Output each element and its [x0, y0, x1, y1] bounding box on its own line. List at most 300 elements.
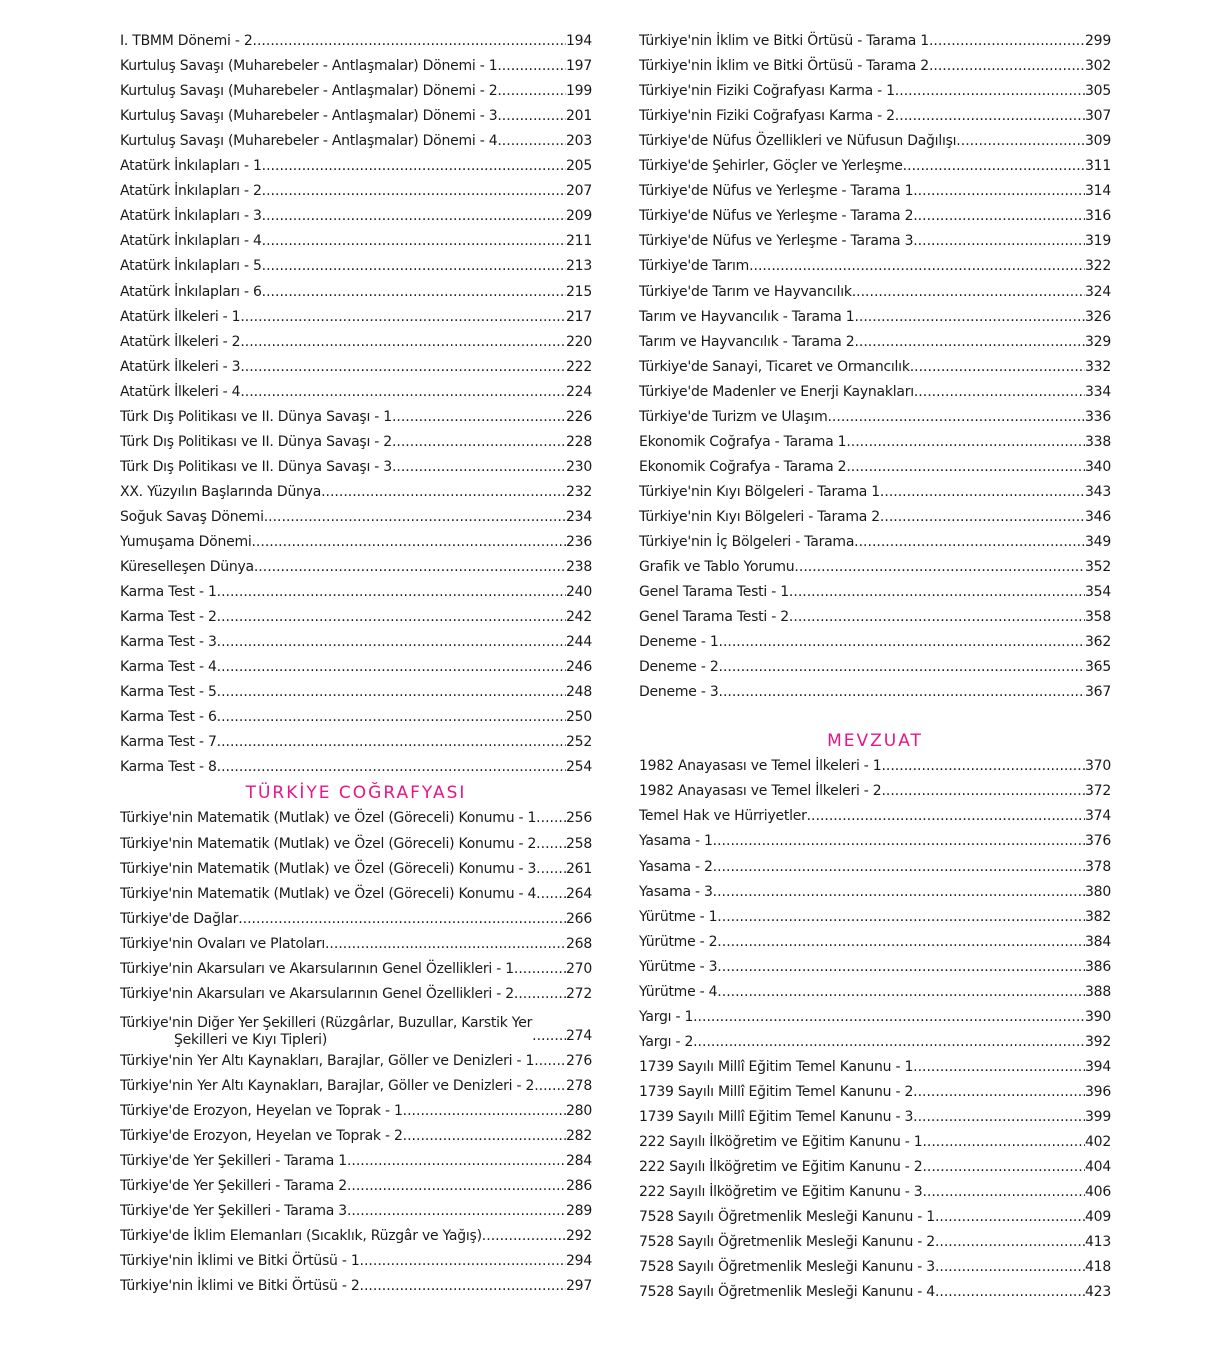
toc-entry-title: Türkiye'de Turizm ve Ulaşım: [639, 408, 828, 425]
toc-entry-title: Ekonomik Coğrafya - Tarama 1: [639, 433, 847, 450]
toc-entry-title-line1: Türkiye'nin Diğer Yer Şekilleri (Rüzgârlar, Buzullar, Karstik Yer: [120, 1014, 533, 1031]
toc-entry: [639, 530, 1111, 555]
toc-entry-page: 352: [1085, 559, 1111, 576]
toc-entry-title: 1739 Sayılı Millî Eğitim Temel Kanunu - 2: [639, 1083, 914, 1100]
dot-leader: [717, 980, 1085, 1005]
toc-entry-page: 378: [1085, 858, 1111, 875]
toc-entry-page: 224: [566, 383, 592, 400]
toc-entry: [120, 79, 592, 104]
toc-entry-page: 319: [1085, 233, 1111, 250]
toc-entry-title: Atatürk İnkılapları - 5: [120, 258, 262, 275]
toc-entry: [639, 930, 1111, 955]
toc-entry: [120, 480, 592, 505]
toc-entry-title: XX. Yüzyılın Başlarında Dünya: [120, 483, 322, 500]
toc-entry: [639, 804, 1111, 829]
toc-entry: [639, 605, 1111, 630]
toc-entry: [639, 905, 1111, 930]
dot-leader: [497, 54, 566, 79]
toc-entry-page: 367: [1085, 684, 1111, 701]
toc-entry-title: Deneme - 1: [639, 634, 719, 651]
dot-leader: [262, 154, 566, 179]
toc-entry-title: Türkiye'de Tarım ve Hayvancılık: [639, 283, 852, 300]
toc-entry-page: 238: [566, 559, 592, 576]
toc-entry-title: Yargı - 1: [639, 1008, 694, 1025]
toc-entry-page: 332: [1085, 358, 1111, 375]
dot-leader: [913, 229, 1085, 254]
toc-entry-title: Türkiye'nin Fiziki Coğrafyası Karma - 1: [639, 83, 895, 100]
toc-entry-page: 418: [1085, 1259, 1111, 1276]
dot-leader: [794, 555, 1085, 580]
toc-entry: [120, 279, 592, 304]
toc-entry: [639, 279, 1111, 304]
toc-entry-title: Küreselleşen Dünya: [120, 559, 254, 576]
toc-entry-title: Deneme - 2: [639, 659, 719, 676]
toc-entry-title: Karma Test - 5: [120, 684, 217, 701]
dot-leader: [846, 455, 1085, 480]
toc-entry-page: 329: [1085, 333, 1111, 350]
toc-entry: [639, 1005, 1111, 1030]
dot-leader: [482, 1224, 566, 1249]
dot-leader: [262, 229, 566, 254]
toc-entry-title: Türkiye'de Madenler ve Enerji Kaynakları: [639, 383, 914, 400]
dot-leader: [347, 1199, 566, 1224]
toc-entry-title: I. TBMM Dönemi - 2: [120, 33, 253, 50]
toc-entry-page: 276: [566, 1052, 592, 1069]
toc-entry-title: [120, 1015, 532, 1049]
toc-entry: [120, 580, 592, 605]
toc-entry-page: 222: [566, 358, 592, 375]
toc-entry: [639, 405, 1111, 430]
toc-entry-title: 222 Sayılı İlköğretim ve Eğitim Kanunu - 3: [639, 1184, 923, 1201]
toc-entry-title: 1982 Anayasası ve Temel İlkeleri - 1: [639, 758, 882, 775]
toc-entry-title: Yürütme - 1: [639, 908, 718, 925]
toc-entry-page: 242: [566, 609, 592, 626]
toc-entry-page: 382: [1085, 908, 1111, 925]
toc-entry-page: 207: [566, 183, 592, 200]
toc-entry: [120, 129, 592, 154]
dot-leader: [854, 305, 1085, 330]
toc-entry-page: 322: [1085, 258, 1111, 275]
dot-leader: [217, 705, 566, 730]
toc-entry-title: Kurtuluş Savaşı (Muharebeler - Antlaşmalar) Dönemi - 4: [120, 133, 498, 150]
toc-entry-page: 250: [566, 709, 592, 726]
toc-entry: [120, 907, 592, 932]
dot-leader: [325, 932, 566, 957]
toc-entry: [639, 254, 1111, 279]
dot-leader: [321, 480, 566, 505]
toc-entry-page: 256: [566, 810, 592, 827]
toc-entry: [639, 1255, 1111, 1280]
dot-leader: [262, 254, 566, 279]
dot-leader: [922, 1130, 1085, 1155]
toc-entry-title: 1982 Anayasası ve Temel İlkeleri - 2: [639, 783, 882, 800]
toc-entry-page: 346: [1085, 508, 1111, 525]
toc-entry: [120, 254, 592, 279]
toc-entry-title: Türkiye'de Şehirler, Göçler ve Yerleşme: [639, 158, 903, 175]
toc-entry-page: 266: [566, 910, 592, 927]
toc-entry-title: Türkiye'nin Yer Altı Kaynakları, Barajlar, Göller ve Denizleri - 2: [120, 1077, 535, 1094]
toc-entry: [639, 229, 1111, 254]
toc-entry: [639, 455, 1111, 480]
toc-entry: [639, 955, 1111, 980]
toc-entry: [639, 129, 1111, 154]
dot-leader: [238, 907, 566, 932]
toc-entry-page: 278: [566, 1077, 592, 1094]
toc-entry-page: 307: [1085, 108, 1111, 125]
toc-left-column: [120, 29, 592, 1299]
toc-entry-title: Tarım ve Hayvancılık - Tarama 1: [639, 308, 855, 325]
toc-entry-title: Karma Test - 3: [120, 634, 217, 651]
toc-entry-title: Türkiye'nin İklim ve Bitki Örtüsü - Tarama 1: [639, 33, 929, 50]
toc-entry-title: Atatürk İnkılapları - 6: [120, 283, 262, 300]
toc-entry: [639, 355, 1111, 380]
toc-entry: [120, 1249, 592, 1274]
toc-entry-title: Yürütme - 4: [639, 983, 718, 1000]
toc-entry-title: Yumuşama Dönemi: [120, 533, 252, 550]
dot-leader: [217, 655, 566, 680]
toc-entry-title: Türkiye'de Erozyon, Heyelan ve Toprak - 2: [120, 1127, 403, 1144]
toc-entry-page: 388: [1085, 983, 1111, 1000]
dot-leader: [360, 1274, 566, 1299]
dot-leader: [403, 1124, 566, 1149]
toc-entry: [639, 1155, 1111, 1180]
toc-entry: [639, 104, 1111, 129]
toc-entry-page: 338: [1085, 433, 1111, 450]
toc-entry-title: Türkiye'de Nüfus ve Yerleşme - Tarama 3: [639, 233, 914, 250]
toc-entry-title: Kurtuluş Savaşı (Muharebeler - Antlaşmalar) Dönemi - 3: [120, 108, 498, 125]
toc-entry-title: Türkiye'nin Akarsuları ve Akarsularının Genel Özellikleri - 2: [120, 985, 514, 1002]
toc-entry: [120, 1199, 592, 1224]
toc-entry-title: Türkiye'nin İklim ve Bitki Örtüsü - Tarama 2: [639, 58, 929, 75]
toc-entry: [120, 179, 592, 204]
dot-leader: [534, 1049, 566, 1074]
toc-entry-title: Türkiye'de Yer Şekilleri - Tarama 2: [120, 1178, 347, 1195]
dot-leader: [929, 54, 1085, 79]
toc-entry-title: Türkiye'nin Kıyı Bölgeleri - Tarama 1: [639, 483, 880, 500]
toc-entry-title: Karma Test - 6: [120, 709, 217, 726]
toc-entry-page: 396: [1085, 1083, 1111, 1100]
toc-entry-title: Türkiye'de Erozyon, Heyelan ve Toprak - 1: [120, 1102, 403, 1119]
toc-entry-title: Kurtuluş Savaşı (Muharebeler - Antlaşmalar) Dönemi - 2: [120, 83, 498, 100]
dot-leader: [217, 730, 566, 755]
dot-leader: [880, 480, 1085, 505]
toc-entry-title: Türkiye'de Nüfus ve Yerleşme - Tarama 2: [639, 208, 914, 225]
toc-entry: [120, 505, 592, 530]
toc-entry-title: Türkiye'de Nüfus ve Yerleşme - Tarama 1: [639, 183, 914, 200]
toc-entry-title: Karma Test - 2: [120, 609, 217, 626]
toc-entry-title: Türkiye'nin Matematik (Mutlak) ve Özel (Göreceli) Konumu - 2: [120, 835, 537, 852]
toc-entry: [639, 1280, 1111, 1305]
toc-entry-title: Genel Tarama Testi - 2: [639, 609, 789, 626]
toc-entry-page: 220: [566, 333, 592, 350]
dot-leader: [827, 405, 1085, 430]
toc-entry-page: 386: [1085, 958, 1111, 975]
toc-entry-page: 326: [1085, 308, 1111, 325]
toc-entry: [120, 1124, 592, 1149]
toc-entry-title: Atatürk İnkılapları - 4: [120, 233, 262, 250]
toc-entry-title: Deneme - 3: [639, 684, 719, 701]
toc-entry-page: 282: [566, 1127, 592, 1144]
toc-entry: [120, 1224, 592, 1249]
toc-entry: [639, 305, 1111, 330]
dot-leader: [713, 855, 1085, 880]
toc-entry-title: Türk Dış Politikası ve II. Dünya Savaşı - 1: [120, 408, 392, 425]
toc-entry: [120, 305, 592, 330]
toc-entry: [639, 580, 1111, 605]
dot-leader: [929, 29, 1085, 54]
toc-entry-page: 217: [566, 308, 592, 325]
toc-entry: [120, 204, 592, 229]
toc-entry-page: 423: [1085, 1284, 1111, 1301]
toc-entry: [639, 1230, 1111, 1255]
toc-entry-title: Atatürk İnkılapları - 3: [120, 208, 262, 225]
toc-entry-title: Türkiye'de İklim Elemanları (Sıcaklık, Rüzgâr ve Yağış): [120, 1228, 482, 1245]
toc-entry-page: 254: [566, 759, 592, 776]
toc-entry: [120, 605, 592, 630]
toc-entry: [639, 630, 1111, 655]
toc-entry-title: Yasama - 3: [639, 883, 713, 900]
toc-entry: [120, 630, 592, 655]
toc-entry: [120, 932, 592, 957]
toc-entry-title: Türk Dış Politikası ve II. Dünya Savaşı - 2: [120, 433, 392, 450]
toc-entry-title: Atatürk İnkılapları - 1: [120, 158, 262, 175]
toc-entry-title: 7528 Sayılı Öğretmenlik Mesleği Kanunu - 2: [639, 1234, 935, 1251]
dot-leader: [895, 104, 1085, 129]
toc-entry: [639, 980, 1111, 1005]
toc-entry: [120, 982, 592, 1007]
toc-entry: [639, 380, 1111, 405]
toc-entry-title: 222 Sayılı İlköğretim ve Eğitim Kanunu - 1: [639, 1134, 923, 1151]
toc-list-history: [120, 29, 592, 780]
toc-entry: [639, 779, 1111, 804]
toc-entry: [120, 957, 592, 982]
toc-entry-page: 201: [566, 108, 592, 125]
dot-leader: [935, 1280, 1085, 1305]
toc-entry: [120, 655, 592, 680]
dot-leader: [514, 982, 566, 1007]
toc-entry-page: 272: [566, 985, 592, 1002]
toc-entry-page: 213: [566, 258, 592, 275]
toc-entry: [639, 79, 1111, 104]
toc-entry-page: 370: [1085, 758, 1111, 775]
toc-entry-page: 324: [1085, 283, 1111, 300]
toc-entry: [639, 854, 1111, 879]
toc-entry-title: Türkiye'nin Yer Altı Kaynakları, Barajlar, Göller ve Denizleri - 1: [120, 1052, 535, 1069]
toc-entry-page: 358: [1085, 609, 1111, 626]
toc-entry: [639, 154, 1111, 179]
dot-leader: [913, 1055, 1085, 1080]
dot-leader: [881, 754, 1085, 779]
dot-leader: [846, 430, 1085, 455]
toc-entry-title: Atatürk İnkılapları - 2: [120, 183, 262, 200]
toc-entry: [639, 430, 1111, 455]
toc-entry-page: 274: [566, 1027, 592, 1044]
toc-entry: [120, 1099, 592, 1124]
dot-leader: [717, 955, 1085, 980]
toc-entry-title: Türkiye'de Dağlar: [120, 910, 239, 927]
dot-leader: [719, 680, 1086, 705]
toc-entry: [120, 530, 592, 555]
toc-entry-page: 236: [566, 533, 592, 550]
toc-entry: [120, 680, 592, 705]
toc-entry-page: 215: [566, 283, 592, 300]
dot-leader: [254, 555, 566, 580]
toc-entry-page: 297: [566, 1278, 592, 1295]
toc-entry-page: 349: [1085, 533, 1111, 550]
toc-entry-page: 384: [1085, 933, 1111, 950]
toc-entry-page: 289: [566, 1203, 592, 1220]
toc-entry-page: 334: [1085, 383, 1111, 400]
dot-leader: [403, 1099, 566, 1124]
toc-entry: [120, 1049, 592, 1074]
toc-entry: [639, 330, 1111, 355]
toc-entry-page: 258: [566, 835, 592, 852]
dot-leader: [914, 380, 1085, 405]
toc-entry-page: 209: [566, 208, 592, 225]
toc-right-column: [639, 29, 1111, 1305]
toc-entry: [120, 857, 592, 882]
toc-entry-title: 7528 Sayılı Öğretmenlik Mesleği Kanunu - 4: [639, 1284, 935, 1301]
toc-entry-title: Grafik ve Tablo Yorumu: [639, 559, 795, 576]
toc-entry-page: 362: [1085, 634, 1111, 651]
toc-entry-page: 409: [1085, 1209, 1111, 1226]
dot-leader: [262, 179, 566, 204]
dot-leader: [852, 280, 1085, 305]
toc-entry: [120, 405, 592, 430]
toc-entry-page: 309: [1085, 133, 1111, 150]
dot-leader: [514, 957, 566, 982]
dot-leader: [217, 580, 566, 605]
toc-entry: [639, 1105, 1111, 1130]
toc-entry-page: 232: [566, 483, 592, 500]
toc-entry-title: Türkiye'nin İklimi ve Bitki Örtüsü - 1: [120, 1253, 360, 1270]
dot-leader: [240, 330, 566, 355]
dot-leader: [217, 680, 566, 705]
toc-entry: [120, 430, 592, 455]
dot-leader: [693, 1030, 1085, 1055]
dot-leader: [240, 380, 566, 405]
toc-entry-page: 203: [566, 133, 592, 150]
toc-entry: [120, 380, 592, 405]
toc-entry-title: Yargı - 2: [639, 1033, 694, 1050]
toc-entry: [639, 29, 1111, 54]
dot-leader: [913, 179, 1085, 204]
dot-leader: [789, 605, 1085, 630]
toc-entry: [639, 1055, 1111, 1080]
toc-entry-page: 336: [1085, 408, 1111, 425]
toc-entry: [120, 730, 592, 755]
toc-entry-title: Türkiye'nin Akarsuları ve Akarsularının Genel Özellikleri - 1: [120, 960, 514, 977]
toc-entry-page: 404: [1085, 1159, 1111, 1176]
toc-entry: [639, 880, 1111, 905]
toc-entry-title: Türkiye'nin İç Bölgeleri - Tarama: [639, 533, 855, 550]
dot-leader: [240, 305, 566, 330]
toc-entry-page: 302: [1085, 58, 1111, 75]
toc-entry-title: Türkiye'nin Matematik (Mutlak) ve Özel (Göreceli) Konumu - 4: [120, 885, 537, 902]
toc-list-geography-continued: [639, 29, 1111, 705]
dot-leader: [913, 204, 1085, 229]
toc-entry-title: Atatürk İlkeleri - 1: [120, 308, 241, 325]
toc-entry-title: Yasama - 2: [639, 858, 713, 875]
toc-entry: [639, 680, 1111, 705]
toc-entry-page: 248: [566, 684, 592, 701]
toc-entry: [639, 54, 1111, 79]
toc-entry-title: Soğuk Savaş Dönemi: [120, 508, 264, 525]
dot-leader: [497, 79, 566, 104]
dot-leader: [360, 1249, 566, 1274]
section-title-legislation: MEVZUAT: [827, 731, 923, 752]
toc-entry-title: Türkiye'nin Matematik (Mutlak) ve Özel (Göreceli) Konumu - 3: [120, 860, 537, 877]
toc-entry-page: 264: [566, 885, 592, 902]
toc-entry-page: 365: [1085, 659, 1111, 676]
dot-leader: [497, 129, 566, 154]
dot-leader: [392, 405, 566, 430]
section-title-geography: TÜRKİYE COĞRAFYASI: [245, 783, 467, 804]
toc-entry: [120, 104, 592, 129]
dot-leader: [881, 779, 1085, 804]
toc-entry: [639, 204, 1111, 229]
toc-entry-title: 1739 Sayılı Millî Eğitim Temel Kanunu - 1: [639, 1058, 914, 1075]
dot-leader: [935, 1230, 1085, 1255]
dot-leader: [347, 1174, 566, 1199]
toc-entry: [120, 882, 592, 907]
toc-entry-title: Yürütme - 3: [639, 958, 718, 975]
dot-leader: [534, 1074, 566, 1099]
toc-entry-title: Türkiye'de Tarım: [639, 258, 750, 275]
toc-entry-page: 268: [566, 935, 592, 952]
toc-entry-page: 197: [566, 58, 592, 75]
toc-entry-title: Genel Tarama Testi - 1: [639, 584, 789, 601]
dot-leader: [536, 832, 566, 857]
toc-entry: [639, 1030, 1111, 1055]
dot-leader: [854, 330, 1085, 355]
toc-entry-page: 305: [1085, 83, 1111, 100]
toc-entry-page: 252: [566, 734, 592, 751]
toc-entry-page: 390: [1085, 1008, 1111, 1025]
toc-entry-page: 294: [566, 1253, 592, 1270]
dot-leader: [264, 505, 566, 530]
toc-entry: [120, 54, 592, 79]
toc-entry-title: Atatürk İlkeleri - 3: [120, 358, 241, 375]
toc-entry-page: 261: [566, 860, 592, 877]
toc-entry-title: 7528 Sayılı Öğretmenlik Mesleği Kanunu - 1: [639, 1209, 935, 1226]
dot-leader: [789, 580, 1085, 605]
dot-leader: [935, 1255, 1085, 1280]
dot-leader: [717, 905, 1085, 930]
toc-entry-page: 314: [1085, 183, 1111, 200]
dot-leader: [532, 1024, 566, 1049]
dot-leader: [854, 530, 1085, 555]
toc-entry-page: 354: [1085, 584, 1111, 601]
toc-entry-title: Karma Test - 8: [120, 759, 217, 776]
toc-entry: [639, 1180, 1111, 1205]
toc-entry-title: Tarım ve Hayvancılık - Tarama 2: [639, 333, 855, 350]
dot-leader: [217, 630, 566, 655]
toc-entry: [639, 179, 1111, 204]
dot-leader: [913, 1080, 1085, 1105]
toc-entry-page: 292: [566, 1228, 592, 1245]
toc-entry-page: 311: [1085, 158, 1111, 175]
dot-leader: [392, 430, 566, 455]
toc-entry: [120, 455, 592, 480]
toc-entry-page: 211: [566, 233, 592, 250]
dot-leader: [807, 804, 1085, 829]
dot-leader: [253, 29, 567, 54]
toc-entry: [639, 555, 1111, 580]
toc-entry-page: 286: [566, 1178, 592, 1195]
dot-leader: [497, 104, 566, 129]
dot-leader: [922, 1155, 1085, 1180]
